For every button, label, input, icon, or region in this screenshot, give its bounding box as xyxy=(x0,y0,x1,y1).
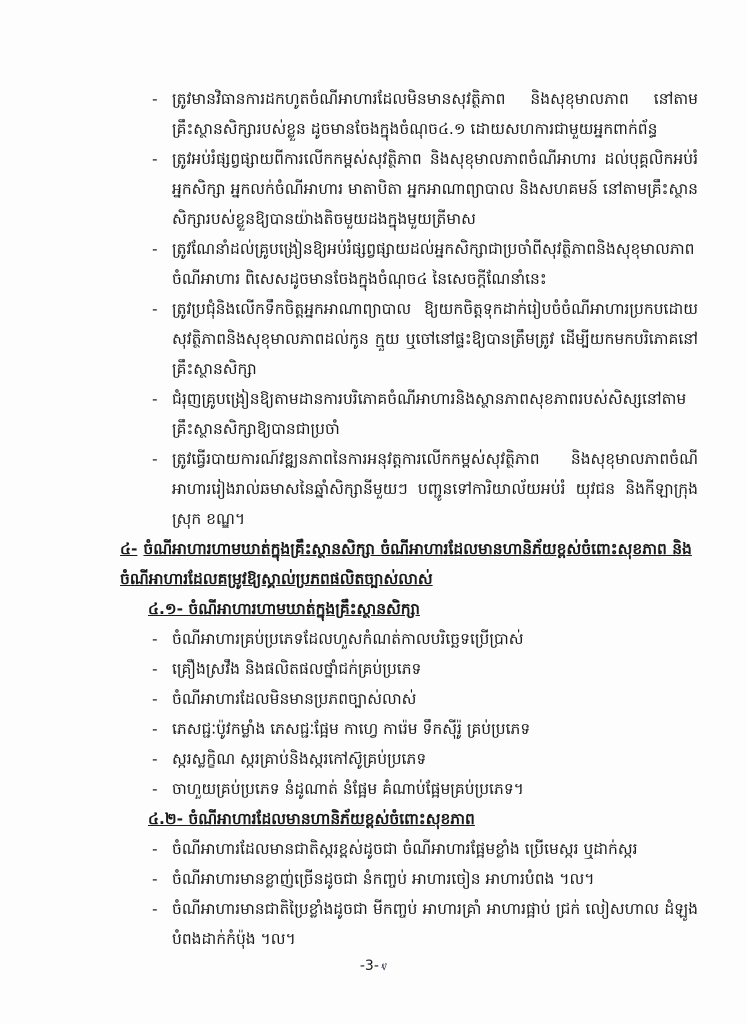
bullet-dash: - xyxy=(152,840,158,858)
bullet-dash: - xyxy=(152,240,158,258)
signature-mark: ⱴ xyxy=(379,957,389,975)
list-item-text: ភេសជ្ជៈប៉ូវកម្លាំង ភេសជ្ជៈផ្អែម កាហ្វេ ការ៉េម ទឹកស៊ីរ៉ូ គ្រប់ប្រភេទ xyxy=(172,720,531,738)
subsection-heading-4-2: ៤.២- ចំណីអាហារដែលមានហានិភ័យខ្ពស់ចំពោះសុខភាព xyxy=(148,810,475,828)
list-item xyxy=(150,144,698,234)
bullet-dash: - xyxy=(152,690,158,708)
list-item-text: ជំរុញគ្រូបង្រៀនឱ្យតាមដានការបរិភោគចំណីអាហារនិងស្ថានភាពសុខភាពរបស់សិស្សនៅតាមគ្រឹះស្ថានសិក្សាឱ្យបានជាប្រចាំ xyxy=(172,390,687,438)
bullet-dash: - xyxy=(152,870,158,888)
page-number-text: -3- xyxy=(359,958,379,974)
list-item xyxy=(150,444,698,534)
list-item xyxy=(150,774,698,804)
list-item xyxy=(150,624,698,654)
list-item-text: ចំណីអាហារគ្រប់ប្រភេទដែលហួសកំណត់កាលបរិច្ឆេទប្រើប្រាស់ xyxy=(172,630,524,648)
list-item-text: ត្រូវមានវិធានការដកហូតចំណីអាហារដែលមិនមានសុវត្ថិភាព និងសុខុមាលភាព នៅតាមគ្រឹះស្ថានសិក្សារបស់ខ្លួន ដូចមានចែងក្នុងចំណុច៤.១ ដោយសហការជាមួយអ្នកពាក់ព័ន្ធ xyxy=(172,90,698,138)
section-heading-4 xyxy=(120,534,710,594)
page-number xyxy=(0,958,747,975)
section-heading-text: ចំណីអាហារហាមឃាត់ក្នុងគ្រឹះស្ថានសិក្សា ចំណីអាហារដែលមានហានិភ័យខ្ពស់ចំពោះសុខភាព និងចំណីអាហារដែលគម្រូវឱ្យស្គាល់ប្រភពផលិតច្បាស់លាស់ xyxy=(120,540,692,588)
list-item xyxy=(150,714,698,744)
bullet-dash: - xyxy=(152,750,158,768)
list-item xyxy=(150,744,698,774)
list-item-text: ត្រូវអប់រំផ្សព្វផ្សាយពីការលើកកម្ពស់សុវត្ថិភាព និងសុខុមាលភាពចំណីអាហារ ដល់បុគ្គលិកអប់រំ អ្នកសិក្សា អ្នកលក់ចំណីអាហារ មាតាបិតា អ្នកអាណាព្យាបាល និងសហគមន៍ នៅតាមគ្រឹះស្ថានសិក្សារបស់ខ្លួនឱ្យបានយ៉ាងតិចមួយដងក្នុងមួយត្រីមាស xyxy=(172,150,698,228)
list-item-text: ត្រូវប្រជុំនិងលើកទឹកចិត្តអ្នកអាណាព្យាបាល ឱ្យយកចិត្តទុកដាក់រៀបចំចំណីអាហារប្រកបដោយសុវត្ថិភាពនិងសុខុមាលភាពដល់កូន ក្មួយ ឬចៅនៅផ្ទះឱ្យបានត្រឹមត្រូវ ដើម្បីយកមកបរិភោគនៅគ្រឹះស្ថានសិក្សា xyxy=(172,300,698,378)
list-item-text: ចំណីអាហារដែលមិនមានប្រភពច្បាស់លាស់ xyxy=(172,690,417,708)
bullet-dash: - xyxy=(152,150,158,168)
list-item xyxy=(150,834,698,864)
list-item xyxy=(150,684,698,714)
list-item-text: ចំណីអាហារមានជាតិប្រៃខ្លាំងដូចជា មីកញ្ចប់ អាហារគ្រាំ អាហារផ្អាប់ ជ្រក់ លៀសហាល ដំឡូងបំពងដាក់កំប៉ុង ។ល។ xyxy=(172,900,698,948)
bullet-dash: - xyxy=(152,720,158,738)
list-item xyxy=(150,234,698,294)
bullet-dash: - xyxy=(152,390,158,408)
bullet-dash: - xyxy=(152,450,158,468)
document-body xyxy=(120,84,698,954)
list-item xyxy=(150,894,698,954)
bullet-dash: - xyxy=(152,300,158,318)
list-item-text: ស្ករស្លក្ខិណ ស្ករគ្រាប់និងស្ករកៅស៊ូគ្រប់ប្រភេទ xyxy=(172,750,427,768)
list-item xyxy=(150,294,698,384)
list-item-text: ចំណីអាហារដែលមានជាតិស្ករខ្ពស់ដូចជា ចំណីអាហារផ្អែមខ្លាំង ប្រើមេស្ករ ឬដាក់ស្ករ xyxy=(172,840,638,858)
list-item-text: ត្រូវណែនាំដល់គ្រូបង្រៀនឱ្យអប់រំផ្សព្វផ្សាយដល់អ្នកសិក្សាជាប្រចាំពីសុវត្ថិភាពនិងសុខុមាលភាពចំណីអាហារ ពិសេសដូចមានចែងក្នុងចំណុច៤ នៃសេចក្តីណែនាំនេះ xyxy=(172,240,695,288)
list-item-text: ត្រូវធ្វើរបាយការណ៍វឌ្ឍនភាពនៃការអនុវត្តការលើកកម្ពស់សុវត្ថិភាព និងសុខុមាលភាពចំណីអាហាររៀងរាល់ឆមាសនៃឆ្នាំសិក្សានីមួយៗ បញ្ជូនទៅការិយាល័យអប់រំ យុវជន និងកីឡាក្រុង ស្រុក ខណ្ឌ។ xyxy=(172,450,698,528)
list-item-text: ចំណីអាហារមានខ្លាញ់ច្រើនដូចជា នំកញ្ចប់ អាហារចៀន អាហារបំពង ។ល។ xyxy=(172,870,595,888)
bullet-dash: - xyxy=(152,90,158,108)
list-item-text: ចាហួយគ្រប់ប្រភេទ នំដូណាត់ នំផ្អែម គំណាប់ផ្អែមគ្រប់ប្រភេទ។ xyxy=(172,780,524,798)
list-item xyxy=(150,84,698,144)
list-item xyxy=(150,654,698,684)
list-item xyxy=(150,384,698,444)
bullet-dash: - xyxy=(152,780,158,798)
bullet-dash: - xyxy=(152,660,158,678)
list-item-text: គ្រឿងស្រវឹង និងផលិតផលថ្នាំជក់គ្រប់ប្រភេទ xyxy=(172,660,422,678)
list-item xyxy=(150,864,698,894)
section-number: ៤- xyxy=(120,540,138,558)
bullet-dash: - xyxy=(152,900,158,918)
subsection-heading-4-1: ៤.១- ចំណីអាហារហាមឃាត់ក្នុងគ្រឹះស្ថានសិក្សា xyxy=(148,600,420,618)
bullet-dash: - xyxy=(152,630,158,648)
